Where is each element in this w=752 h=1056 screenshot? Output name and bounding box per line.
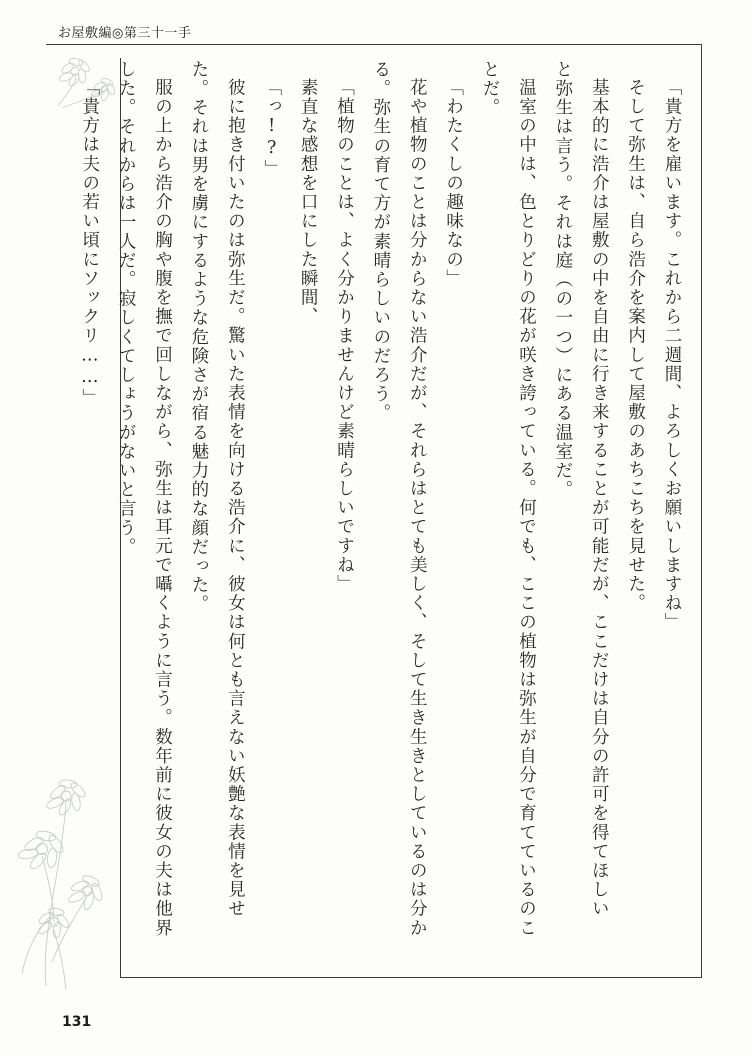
- paragraph: 「貴方は夫の若い頃にソックリ……」: [79, 77, 100, 408]
- page-number: 131: [62, 1014, 92, 1030]
- frame-rule-right: [701, 44, 702, 978]
- paragraph: 「っ!?」: [261, 77, 282, 178]
- frame-rule-top: [46, 44, 702, 45]
- paragraph: 基本的に浩介は屋敷の中を自由に行き来することが可能だが、ここだけは自分の許可を得てほしい と弥生は言う。それは庭（の一つ）にある温室だ。: [552, 60, 610, 918]
- paragraph: 花や植物のことは分からない浩介だが、それらはとても美しく、そして生き生きとしているのは分かる。弥生の育て方が素晴らしいのだろう。: [370, 60, 428, 937]
- page-body: [79, 60, 690, 950]
- paragraph: 「植物のことは、よく分かりませんけど素晴らしいですね」: [334, 77, 355, 594]
- paragraph: 「貴方を雇います。これから二週間、よろしくお願いしますね」: [662, 77, 682, 632]
- paragraph: 温室の中は、色とりどりの花が咲き誇っている。何でも、ここの植物は弥生が自分で育てているのことだ。: [480, 60, 537, 937]
- paragraph: 素直な感想を口にした瞬間、: [298, 77, 319, 326]
- paragraph: 彼に抱き付いたのは弥生だ。驚いた表情を向ける浩介に、彼女は何とも言えない妖艶な表情を見せ た。それは男を虜にするような危険さが宿る魅力的な顔だった。: [188, 60, 246, 918]
- paragraph: そして弥生は、自ら浩介を案内して屋敷のあちこちを見せた。: [625, 77, 646, 613]
- running-head: お屋敷編◎第三十一手: [58, 26, 192, 41]
- paragraph: 「わたくしの趣味なの」: [443, 77, 464, 288]
- frame-rule-bottom: [120, 977, 702, 978]
- paragraph: 服の上から浩介の胸や腹を撫で回しながら、弥生は耳元で囁くように言う。数年前に彼女の夫は他界した。それからは一人だ。寂しくてしょうがないと言う。: [116, 60, 173, 937]
